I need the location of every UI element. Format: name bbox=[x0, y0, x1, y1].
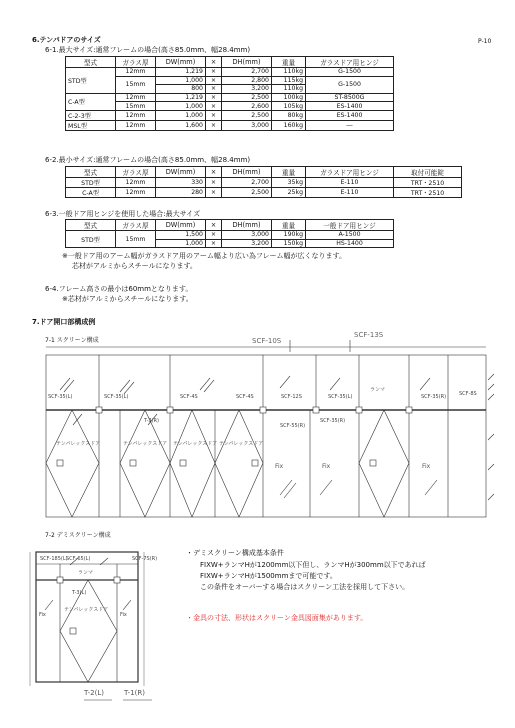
cell: × bbox=[206, 120, 222, 130]
small-label: T-3(R) bbox=[144, 418, 159, 424]
cell: 330 bbox=[156, 178, 206, 188]
demi-label: SCF-7S(R) bbox=[132, 556, 158, 562]
cell: × bbox=[206, 110, 222, 120]
section-7-title: 7.ドア開口部構成例 bbox=[32, 318, 96, 326]
top-label: SCF-35(L) bbox=[104, 394, 129, 400]
top-label: SCF-35(L) bbox=[48, 394, 73, 400]
demi-condition-title: ・デミスクリーン構成基本条件 bbox=[186, 549, 284, 557]
cell: 1,219 bbox=[156, 93, 206, 102]
cell: 2,700 bbox=[222, 178, 272, 188]
col-header: 重量 bbox=[272, 57, 306, 68]
col-header: DW(mm) bbox=[156, 220, 206, 231]
cell: TRT・2510 bbox=[394, 178, 462, 188]
col-header: × bbox=[206, 57, 222, 68]
cell: 800 bbox=[156, 85, 206, 94]
top-label: SCF-4S bbox=[236, 394, 254, 400]
cell: STD型 bbox=[66, 68, 116, 94]
col-header: DH(mm) bbox=[222, 167, 272, 178]
top-label: SCF-8S bbox=[459, 391, 477, 397]
cell: C-2-3型 bbox=[66, 110, 116, 120]
demi-label: T-2(L) bbox=[84, 689, 104, 697]
cell: 12mm bbox=[116, 93, 156, 102]
col-header: 型式 bbox=[66, 167, 116, 178]
cell: 12mm bbox=[116, 110, 156, 120]
col-header: 型式 bbox=[66, 220, 116, 231]
col-header: DW(mm) bbox=[156, 57, 206, 68]
cell: 12mm bbox=[116, 120, 156, 130]
cell: 1,000 bbox=[156, 76, 206, 85]
col-header: DW(mm) bbox=[156, 167, 206, 178]
cell: E-110 bbox=[306, 178, 394, 188]
cell: 15mm bbox=[116, 76, 156, 93]
cell: HS-1400 bbox=[306, 239, 394, 248]
door-label: テンパレックスドア bbox=[173, 441, 218, 447]
cell: 115kg bbox=[272, 76, 306, 85]
col-header: ガラス厚 bbox=[116, 167, 156, 178]
col-header: ガラスドア用ヒンジ bbox=[306, 57, 394, 68]
cell: 3,000 bbox=[222, 120, 272, 130]
page-number: P-10 bbox=[478, 38, 492, 45]
cell: 110kg bbox=[272, 68, 306, 77]
col-header: ガラス厚 bbox=[116, 220, 156, 231]
demi-label: T-3(L) bbox=[72, 590, 87, 596]
cell: × bbox=[206, 231, 222, 240]
cell: 15mm bbox=[116, 231, 156, 248]
cell: × bbox=[206, 178, 222, 188]
col-header: ガラス厚 bbox=[116, 57, 156, 68]
cell: 3,000 bbox=[222, 231, 272, 240]
cell: × bbox=[206, 76, 222, 85]
cell: A-1500 bbox=[306, 231, 394, 240]
cell: E-110 bbox=[306, 188, 394, 198]
demi-condition-1: FIXW+ランマHが1200mm以下但し、ランマHが300mm以下であれば bbox=[200, 561, 426, 569]
cell: 3,200 bbox=[222, 239, 272, 248]
top-label: SCF-35(L) bbox=[328, 394, 353, 400]
cell: 2,500 bbox=[222, 188, 272, 198]
cell: G-1500 bbox=[306, 68, 394, 77]
cell: 1,000 bbox=[156, 102, 206, 111]
demi-label: SCF-185(L) bbox=[40, 556, 68, 562]
col-header: 一般ドア用ヒンジ bbox=[306, 220, 394, 231]
top-label: SCF-35(R) bbox=[421, 394, 447, 400]
cell: 105kg bbox=[272, 102, 306, 111]
demi-label: SCF-65(L) bbox=[66, 556, 91, 562]
col-header: × bbox=[206, 167, 222, 178]
cell: 2,700 bbox=[222, 68, 272, 77]
cell: 1,500 bbox=[156, 231, 206, 240]
cell: 2,600 bbox=[222, 102, 272, 111]
col-header: DH(mm) bbox=[222, 220, 272, 231]
door-label: テンパレックスドア bbox=[56, 441, 101, 447]
section-6-title: 6.テンパドアのサイズ bbox=[32, 36, 101, 44]
cell: × bbox=[206, 102, 222, 111]
cell: 1,000 bbox=[156, 239, 206, 248]
cell: C-A型 bbox=[66, 93, 116, 110]
cell: 12mm bbox=[116, 68, 156, 77]
cell: STD型 bbox=[66, 178, 116, 188]
demi-label: ランマ bbox=[78, 570, 94, 576]
big-label-1: SCF-10S bbox=[252, 337, 282, 345]
fix-label: Fix bbox=[322, 463, 331, 470]
cell: 2,500 bbox=[222, 93, 272, 102]
section-6-3-note-1: ※一般ドア用のアーム幅がガラスドア用のアーム幅より広い為フレーム幅が広くなります。 bbox=[62, 252, 346, 260]
cell: 1,600 bbox=[156, 120, 206, 130]
section-6-1-title: 6-1.最大サイズ:通常フレームの場合(高さ85.0mm、幅28.4mm) bbox=[45, 46, 251, 54]
cell: ES-1400 bbox=[306, 102, 394, 111]
cell: 2,800 bbox=[222, 76, 272, 85]
section-6-3-title: 6-3.一般ドア用ヒンジを使用した場合:最大サイズ bbox=[45, 210, 201, 218]
cell: × bbox=[206, 68, 222, 77]
section-6-4-title: 6-4.フレーム高さの最小は60mmとなります。 bbox=[45, 285, 193, 293]
col-header: DH(mm) bbox=[222, 57, 272, 68]
cell: 80kg bbox=[272, 110, 306, 120]
big-label-2: SCF-13S bbox=[354, 331, 384, 339]
demi-label: Fix bbox=[39, 612, 46, 618]
cell: 100kg bbox=[272, 93, 306, 102]
cell: × bbox=[206, 188, 222, 198]
cell: TRT・2510 bbox=[394, 188, 462, 198]
demi-condition-3: この条件をオーバーする場合はスクリーン工法を採用して下さい。 bbox=[200, 583, 410, 591]
cell: 160kg bbox=[272, 120, 306, 130]
cell: × bbox=[206, 85, 222, 94]
small-label: ランマ bbox=[370, 387, 386, 393]
cell: 150kg bbox=[272, 239, 306, 248]
cell: STD型 bbox=[66, 231, 116, 248]
col-header: 型式 bbox=[66, 57, 116, 68]
door-label: テンパレックスドア bbox=[123, 441, 168, 447]
small-label: SCF-35(R) bbox=[320, 418, 346, 424]
small-label: SCF-55(R) bbox=[280, 423, 306, 429]
cell: 12mm bbox=[116, 188, 156, 198]
cell: 190kg bbox=[272, 231, 306, 240]
cell: 110kg bbox=[272, 85, 306, 94]
section-6-2-title: 6-2.最小サイズ:通常フレームの場合(高さ85.0mm、幅28.4mm) bbox=[45, 156, 251, 164]
cell: × bbox=[206, 93, 222, 102]
section-6-4-note: ※芯材がアルミからスチールになります。 bbox=[62, 295, 193, 303]
cell: C-A型 bbox=[66, 188, 116, 198]
cell: 25kg bbox=[272, 188, 306, 198]
fix-label: Fix bbox=[422, 463, 431, 470]
cell: × bbox=[206, 239, 222, 248]
top-label: SCF-4S bbox=[180, 394, 198, 400]
cell: MSL型 bbox=[66, 120, 116, 130]
col-header: × bbox=[206, 220, 222, 231]
cell: 35kg bbox=[272, 178, 306, 188]
col-header: ガラスドア用ヒンジ bbox=[306, 167, 394, 178]
cell: ― bbox=[306, 120, 394, 130]
col-header: 取付可能錠 bbox=[394, 167, 462, 178]
fix-label: Fix bbox=[275, 463, 284, 470]
door-label: テンパレックスドア bbox=[219, 441, 264, 447]
cell: 2,500 bbox=[222, 110, 272, 120]
section-7-2-title: 7-2 デミスクリーン構成 bbox=[45, 532, 111, 539]
col-header: 重量 bbox=[272, 167, 306, 178]
cell: 280 bbox=[156, 188, 206, 198]
cell: 1,219 bbox=[156, 68, 206, 77]
cell: 3,200 bbox=[222, 85, 272, 94]
demi-condition-2: FIXW+ランマHが1500mmまで可能です。 bbox=[200, 572, 337, 580]
cell: ST-8500G bbox=[306, 93, 394, 102]
cell: ES-1400 bbox=[306, 110, 394, 120]
fitting-note: ・金具の寸法、形状はスクリーン金具図面集があります。 bbox=[186, 614, 368, 622]
col-header: 重量 bbox=[272, 220, 306, 231]
cell: G-1500 bbox=[306, 76, 394, 93]
cell: 12mm bbox=[116, 178, 156, 188]
cell: 1,000 bbox=[156, 110, 206, 120]
cell: 15mm bbox=[116, 102, 156, 111]
demi-label: Fix bbox=[120, 612, 127, 618]
demi-label: テンパレックスドア bbox=[64, 607, 109, 613]
section-7-1-title: 7-1 スクリーン構成 bbox=[45, 337, 99, 344]
section-6-3-note-2: 芯材がアルミからスチールになります。 bbox=[72, 262, 197, 270]
top-label: SCF-12S bbox=[281, 394, 302, 400]
demi-label: T-1(R) bbox=[124, 689, 145, 697]
